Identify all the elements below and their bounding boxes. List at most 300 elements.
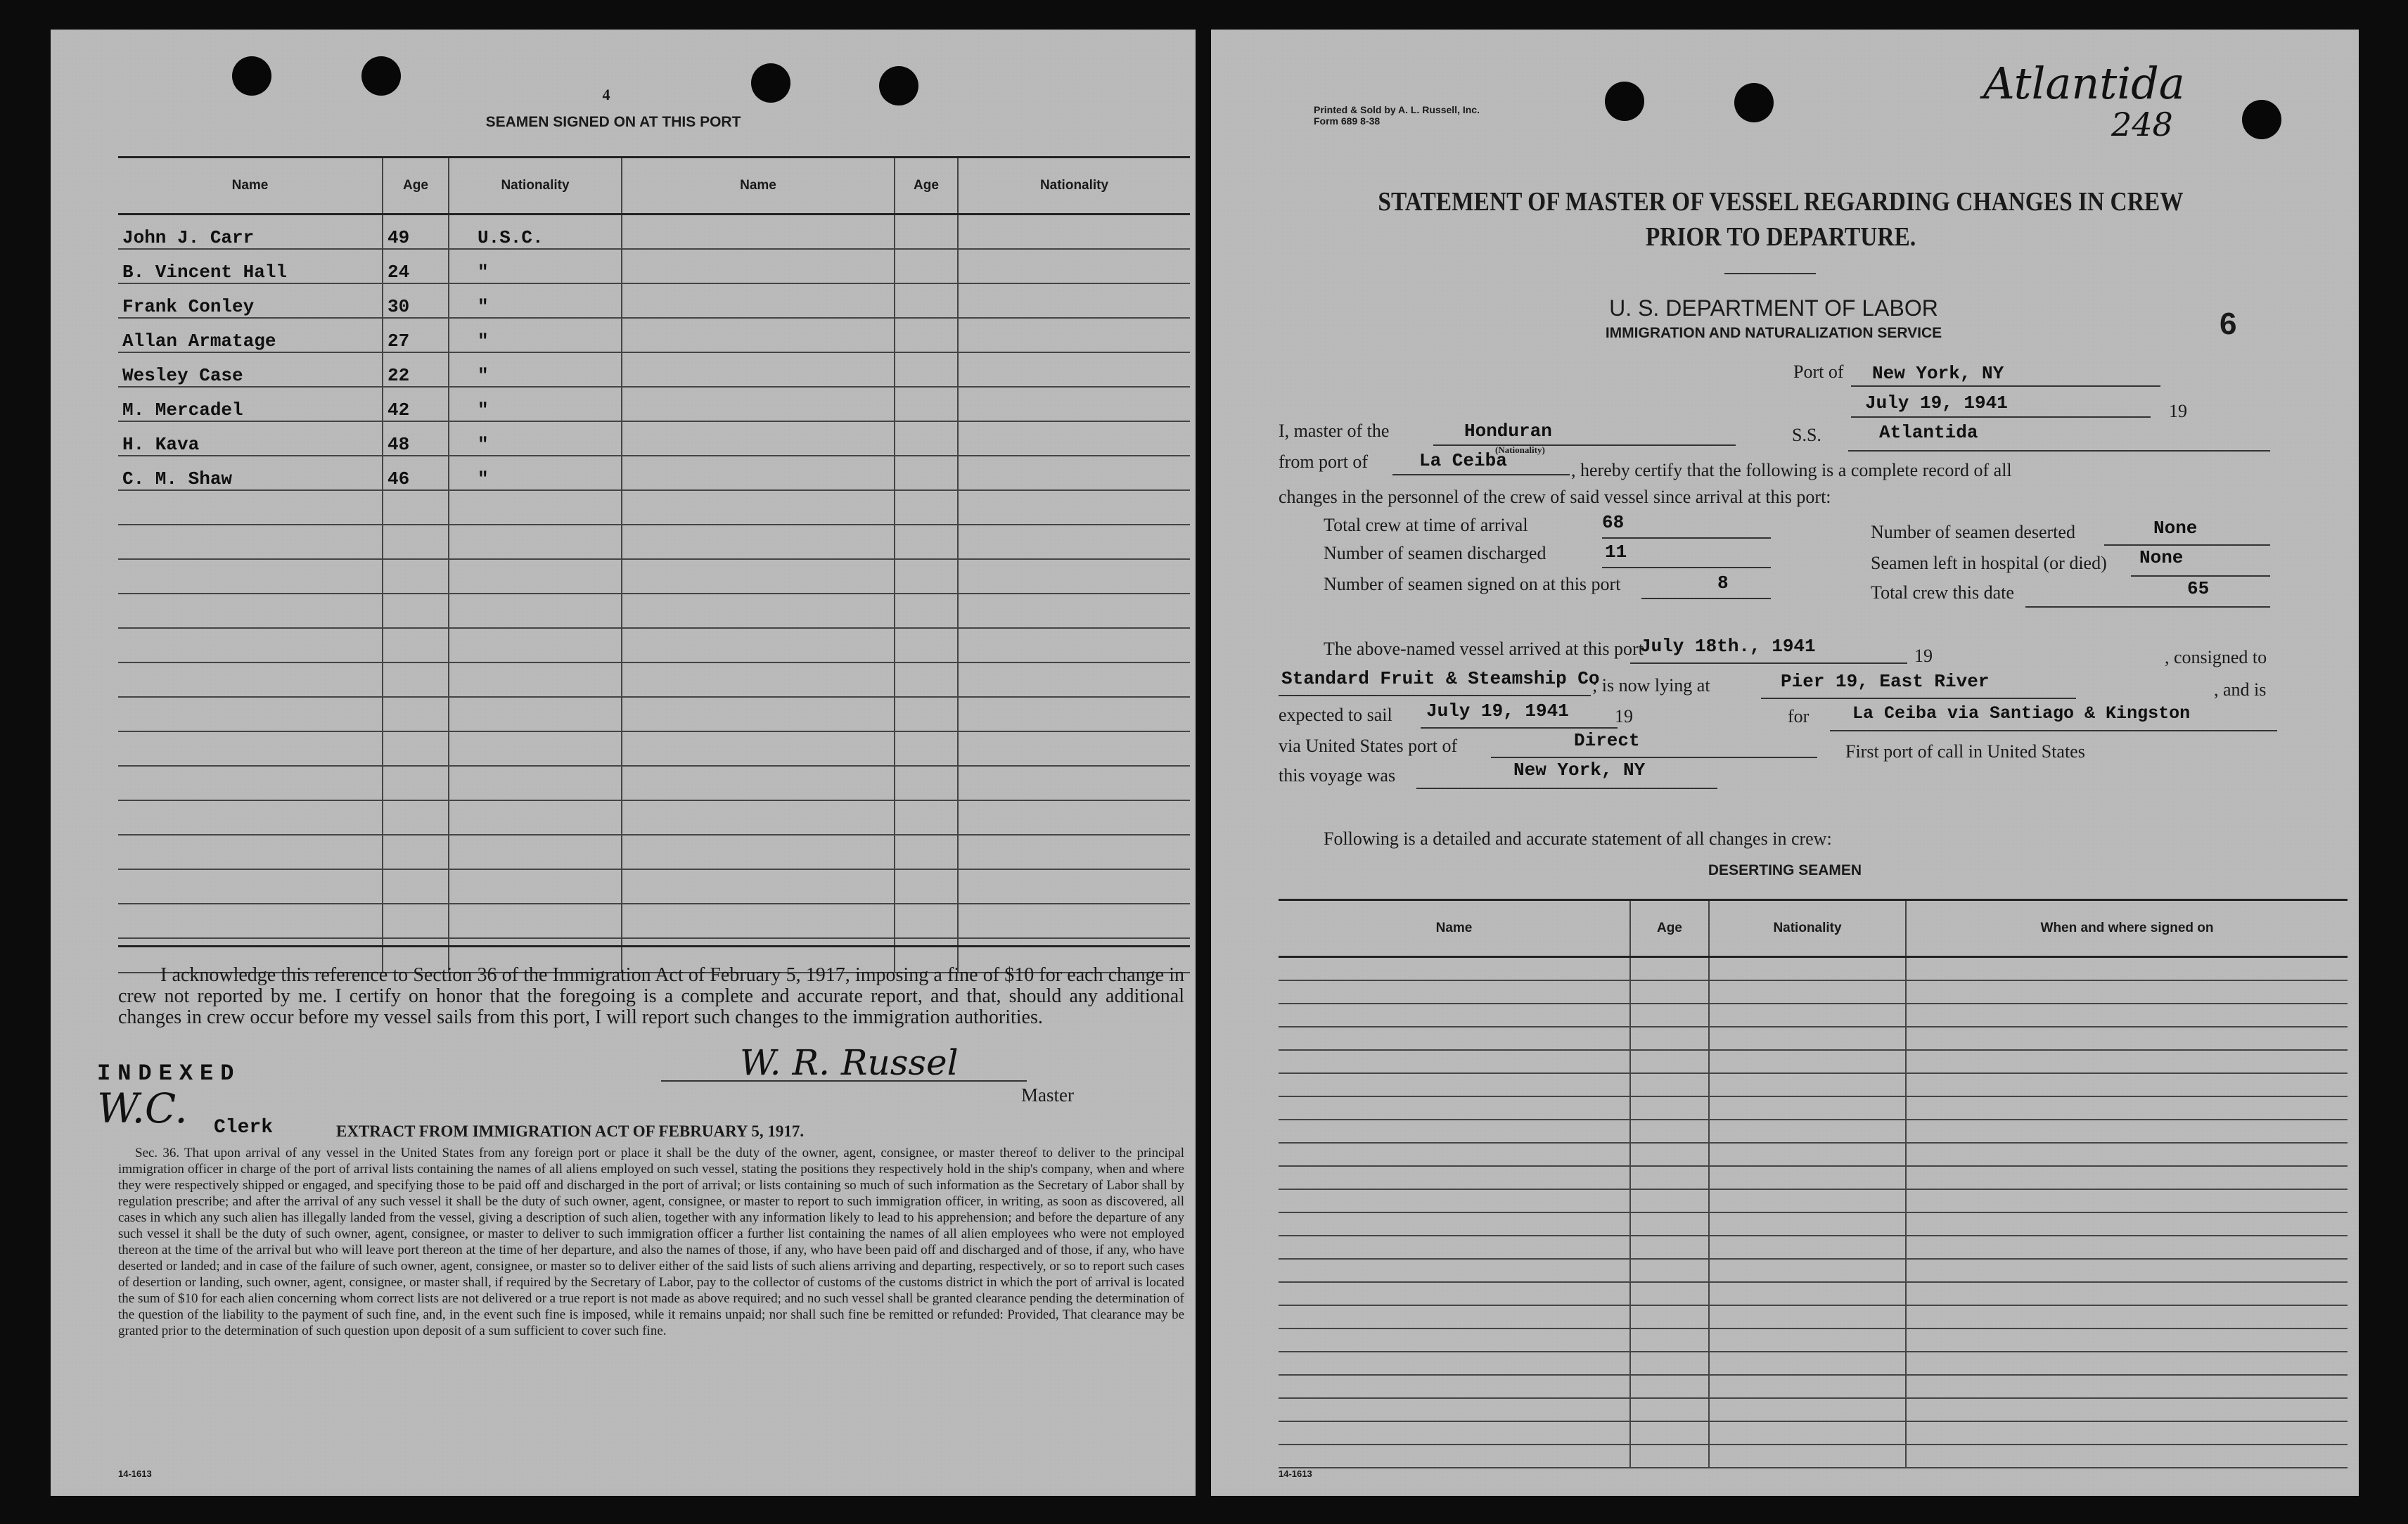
empty-cell xyxy=(1279,1445,1630,1468)
acknowledgement-text: I acknowledge this reference to Section 36 of the Immigration Act of February 5, 1917, imposing a fine of $10 for each change in crew not reported by me. I certify on honor that the foregoing is a complete and accurate report, and that, should any additional changes in crew occur before my vessel sails from this port, I will report such changes to the immigration authorities. xyxy=(118,964,1184,1028)
table-row xyxy=(1279,1305,2348,1328)
year-prefix: 19 xyxy=(2169,401,2187,421)
voyage-label: this voyage was xyxy=(1279,765,1396,786)
empty-cell xyxy=(622,559,895,594)
table-row xyxy=(118,421,1190,456)
empty-cell xyxy=(449,559,622,594)
discharged-value: 11 xyxy=(1605,542,1627,563)
for-label: for xyxy=(1788,706,1810,726)
empty-cell xyxy=(1906,1375,2348,1398)
empty-cell xyxy=(118,662,383,697)
empty-cell xyxy=(1709,980,1906,1004)
empty-cell xyxy=(1630,1166,1709,1189)
empty-cell xyxy=(895,214,958,250)
extract-text: Sec. 36. That upon arrival of any vessel in the United States from any foreign port or place it shall be the duty of the owner, agent, consignee, or master thereof to deliver to the principal immigration officer in charge of the port of arrival lists containing the names of all aliens employed on such vessel, stating the positions they respectively hold in the ship's company, when and where they were respectively shipped or engaged, and specifying those to be paid off and discharged in the port of arrival; or lists containing so much of such information as the Secretary of Labor shall by regulation prescribe; and after the arrival of any such vessel it shall be the duty of such owner, agent, consignee, or master to report to such immigration officer, in writing, as soon as discovered, all cases in which any such alien has illegally landed from the vessel, giving a description of such alien, together with any information likely to lead to his apprehension; and before the departure of any such vessel it shall be the duty of such owner, agent, consignee, or master to deliver to such immigration officer a further list containing the names of all alien employees who were not employed thereon at the time of the arrival but who will leave port thereon at the time of her departure, and also the names of those, if any, who have been paid off and discharged and of those, if any, who have deserted or landed; and in case of the failure of such owner, agent, consignee, or master so to deliver either of the said lists of such aliens arriving and departing, respectively, or so to report such cases of desertion or landing, such owner, agent, consignee, or master shall, if required by the Secretary of Labor, pay to the collector of customs of the customs district in which the port of arrival is located the sum of $10 for each alien concerning whom correct lists are not delivered or a true report is not made as above required; and no such vessel shall be granted clearance pending the determination of the question of the liability to the payment of such fine, and, in the event such fine is imposed, while it remains unpaid; nor shall such fine be remitted or refunded: Provided, That clearance may be granted prior to the determination of such question upon deposit of a sum sufficient to cover such fine. xyxy=(118,1146,1184,1338)
col-header-nationality: Nationality xyxy=(449,158,622,214)
empty-cell xyxy=(1279,1421,1630,1445)
empty-cell xyxy=(1906,1421,2348,1445)
empty-cell xyxy=(449,697,622,731)
empty-cell xyxy=(449,731,622,766)
empty-cell xyxy=(449,662,622,697)
table-row xyxy=(118,387,1190,421)
empty-cell xyxy=(622,904,895,938)
date-line xyxy=(1851,416,2151,418)
lying-line xyxy=(1761,698,2076,699)
empty-cell xyxy=(622,249,895,283)
seaman-age: 42 xyxy=(383,387,449,421)
empty-cell xyxy=(1906,957,2348,981)
empty-cell xyxy=(1709,1050,1906,1073)
empty-cell xyxy=(1279,1189,1630,1212)
empty-cell xyxy=(118,835,383,869)
table-row xyxy=(118,662,1190,697)
empty-cell xyxy=(1279,1096,1630,1120)
col-header-age: Age xyxy=(1630,900,1709,957)
via-line xyxy=(1491,757,1817,758)
seaman-age: 48 xyxy=(383,421,449,456)
seaman-name: Wesley Case xyxy=(118,352,383,387)
empty-cell xyxy=(118,731,383,766)
empty-cell xyxy=(958,456,1190,490)
table-row xyxy=(1279,1212,2348,1236)
deserted-line xyxy=(2104,544,2270,546)
empty-cell xyxy=(1630,980,1709,1004)
consignee-value: Standard Fruit & Steamship Co xyxy=(1281,668,1600,689)
table-row xyxy=(1279,1166,2348,1189)
empty-cell xyxy=(895,869,958,904)
discharged-label: Number of seamen discharged xyxy=(1324,543,1546,563)
empty-cell xyxy=(1279,1166,1630,1189)
vessel-line xyxy=(1848,450,2270,452)
form-code: 14-1613 xyxy=(118,1468,152,1479)
empty-cell xyxy=(1709,1282,1906,1305)
empty-cell xyxy=(895,352,958,387)
empty-cell xyxy=(1279,1398,1630,1421)
table-row xyxy=(1279,1236,2348,1259)
empty-cell xyxy=(895,904,958,938)
empty-cell xyxy=(383,869,449,904)
handwritten-number: 248 xyxy=(2111,105,2173,143)
empty-cell xyxy=(1709,1375,1906,1398)
empty-cell xyxy=(1630,1073,1709,1096)
for-line xyxy=(1830,730,2277,731)
title-line-2: PRIOR TO DEPARTURE. xyxy=(1645,222,1916,252)
empty-cell xyxy=(383,904,449,938)
total-date-value: 65 xyxy=(2187,578,2210,599)
nationality-line xyxy=(1433,444,1736,446)
empty-cell xyxy=(958,869,1190,904)
via-label: via United States port of xyxy=(1279,736,1458,756)
empty-cell xyxy=(118,697,383,731)
seaman-age: 49 xyxy=(383,214,449,250)
table-row xyxy=(1279,1027,2348,1050)
seaman-nationality: " xyxy=(449,456,622,490)
empty-cell xyxy=(449,594,622,628)
empty-cell xyxy=(895,387,958,421)
empty-cell xyxy=(1709,1096,1906,1120)
empty-cell xyxy=(118,904,383,938)
expected-value: July 19, 1941 xyxy=(1426,700,1569,722)
for-value: La Ceiba via Santiago & Kingston xyxy=(1852,703,2191,724)
nationality-value: Honduran xyxy=(1464,421,1552,442)
empty-cell xyxy=(1906,1073,2348,1096)
empty-cell xyxy=(1906,1004,2348,1027)
table-row xyxy=(118,318,1190,352)
first-port-label: First port of call in United States xyxy=(1845,741,2085,762)
hospital-line xyxy=(2131,575,2270,577)
empty-cell xyxy=(622,387,895,421)
and-is-label: , and is xyxy=(2214,679,2267,700)
table-row xyxy=(1279,1375,2348,1398)
empty-cell xyxy=(622,318,895,352)
table-row xyxy=(118,731,1190,766)
empty-cell xyxy=(958,387,1190,421)
page-number: 4 xyxy=(602,86,610,103)
empty-cell xyxy=(1630,1352,1709,1375)
empty-cell xyxy=(1630,1328,1709,1352)
empty-cell xyxy=(1279,1212,1630,1236)
empty-cell xyxy=(1279,1305,1630,1328)
table-row xyxy=(1279,1004,2348,1027)
section-title: SEAMEN SIGNED ON AT THIS PORT xyxy=(485,114,741,130)
empty-cell xyxy=(958,766,1190,800)
empty-cell xyxy=(1630,1004,1709,1027)
empty-cell xyxy=(1906,1282,2348,1305)
empty-cell xyxy=(895,318,958,352)
arrived-year-prefix: 19 xyxy=(1914,646,1933,666)
punch-hole xyxy=(879,66,918,105)
table-row xyxy=(118,697,1190,731)
total-arrival-value: 68 xyxy=(1602,512,1625,533)
seaman-age: 24 xyxy=(383,249,449,283)
from-port-line xyxy=(1392,474,1570,475)
empty-cell xyxy=(895,662,958,697)
table-row xyxy=(118,283,1190,318)
empty-cell xyxy=(449,869,622,904)
empty-cell xyxy=(383,800,449,835)
empty-cell xyxy=(1906,1143,2348,1166)
expected-year-prefix: 19 xyxy=(1615,706,1633,726)
empty-cell xyxy=(1906,1050,2348,1073)
col-header-nationality: Nationality xyxy=(958,158,1190,214)
nationality-caption: (Nationality) xyxy=(1495,444,1545,455)
punch-hole xyxy=(232,56,271,96)
empty-cell xyxy=(1630,1305,1709,1328)
empty-cell xyxy=(622,731,895,766)
table-row xyxy=(118,352,1190,387)
deserting-seamen-table xyxy=(1279,899,2348,1468)
discharged-line xyxy=(1602,567,1771,568)
port-line xyxy=(1851,385,2160,387)
table-row xyxy=(1279,1189,2348,1212)
empty-cell xyxy=(383,697,449,731)
seaman-name: Allan Armatage xyxy=(118,318,383,352)
empty-cell xyxy=(1279,1259,1630,1282)
empty-cell xyxy=(1279,1004,1630,1027)
empty-cell xyxy=(895,731,958,766)
empty-cell xyxy=(1906,1398,2348,1421)
seaman-age: 27 xyxy=(383,318,449,352)
sheet-number: 6 xyxy=(2220,307,2237,341)
service-name: IMMIGRATION AND NATURALIZATION SERVICE xyxy=(1605,325,1942,341)
voyage-value: New York, NY xyxy=(1513,760,1646,781)
empty-cell xyxy=(1630,1050,1709,1073)
ss-label: S.S. xyxy=(1792,425,1821,445)
empty-cell xyxy=(1630,1236,1709,1259)
empty-cell xyxy=(1279,1050,1630,1073)
empty-cell xyxy=(118,559,383,594)
empty-cell xyxy=(1709,1398,1906,1421)
empty-cell xyxy=(895,594,958,628)
total-date-line xyxy=(2025,606,2270,608)
empty-cell xyxy=(1709,1143,1906,1166)
table-row xyxy=(1279,1352,2348,1375)
empty-cell xyxy=(1709,1445,1906,1468)
empty-cell xyxy=(1630,1282,1709,1305)
port-value: New York, NY xyxy=(1872,363,2004,384)
table-row xyxy=(1279,1143,2348,1166)
empty-cell xyxy=(1709,1027,1906,1050)
empty-cell xyxy=(1906,1096,2348,1120)
empty-cell xyxy=(622,662,895,697)
empty-cell xyxy=(1279,980,1630,1004)
empty-cell xyxy=(1709,1166,1906,1189)
seaman-name: Frank Conley xyxy=(118,283,383,318)
empty-cell xyxy=(622,283,895,318)
empty-cell xyxy=(118,869,383,904)
master-of-label: I, master of the xyxy=(1279,421,1390,441)
empty-cell xyxy=(895,421,958,456)
empty-cell xyxy=(958,249,1190,283)
empty-cell xyxy=(1279,1143,1630,1166)
empty-cell xyxy=(383,594,449,628)
empty-cell xyxy=(958,421,1190,456)
table-row xyxy=(1279,1421,2348,1445)
empty-cell xyxy=(622,525,895,559)
hospital-label: Seamen left in hospital (or died) xyxy=(1871,553,2107,573)
master-signature: W. R. Russel xyxy=(740,1042,959,1083)
from-port-value: La Ceiba xyxy=(1419,450,1507,471)
empty-cell xyxy=(1630,1398,1709,1421)
title-line-1: STATEMENT OF MASTER OF VESSEL REGARDING CHANGES IN CREW xyxy=(1378,187,2184,217)
clerk-initials: W.C. xyxy=(97,1084,188,1132)
seaman-nationality: " xyxy=(449,421,622,456)
empty-cell xyxy=(622,869,895,904)
table-row xyxy=(118,800,1190,835)
signed-on-value: 8 xyxy=(1717,572,1729,594)
empty-cell xyxy=(895,835,958,869)
table-row xyxy=(1279,1073,2348,1096)
voyage-line xyxy=(1416,788,1717,789)
empty-cell xyxy=(1709,1073,1906,1096)
empty-cell xyxy=(1906,1212,2348,1236)
empty-cell xyxy=(449,766,622,800)
table-row xyxy=(118,869,1190,904)
table-row xyxy=(1279,1096,2348,1120)
consigned-label: , consigned to xyxy=(2165,647,2267,667)
printer-credit xyxy=(1314,104,1480,127)
empty-cell xyxy=(1630,1259,1709,1282)
seaman-name: B. Vincent Hall xyxy=(118,249,383,283)
department-name: U. S. DEPARTMENT OF LABOR xyxy=(1609,295,1938,321)
deserting-table-body xyxy=(1279,957,2348,1468)
empty-cell xyxy=(1906,1445,2348,1468)
empty-cell xyxy=(118,628,383,662)
empty-cell xyxy=(895,766,958,800)
empty-cell xyxy=(622,594,895,628)
table-row xyxy=(118,628,1190,662)
table-row xyxy=(118,904,1190,938)
table-row xyxy=(118,456,1190,490)
empty-cell xyxy=(1906,1305,2348,1328)
seaman-age: 46 xyxy=(383,456,449,490)
empty-cell xyxy=(1279,1027,1630,1050)
empty-cell xyxy=(895,628,958,662)
empty-cell xyxy=(958,904,1190,938)
deserting-title: DESERTING SEAMEN xyxy=(1708,862,1862,878)
empty-cell xyxy=(1709,1328,1906,1352)
seaman-nationality: " xyxy=(449,352,622,387)
table-row xyxy=(118,594,1190,628)
empty-cell xyxy=(622,800,895,835)
empty-cell xyxy=(1630,1421,1709,1445)
empty-cell xyxy=(1709,1189,1906,1212)
empty-cell xyxy=(958,214,1190,250)
empty-cell xyxy=(895,283,958,318)
seaman-nationality: " xyxy=(449,283,622,318)
seamen-table-body xyxy=(118,214,1190,973)
col-header-age: Age xyxy=(895,158,958,214)
empty-cell xyxy=(1906,1328,2348,1352)
printer-line: Printed & Sold by A. L. Russell, Inc. xyxy=(1314,104,1480,115)
hospital-value: None xyxy=(2139,547,2184,568)
empty-cell xyxy=(958,352,1190,387)
empty-cell xyxy=(958,525,1190,559)
form-code: 14-1613 xyxy=(1279,1468,1312,1479)
table-header-row xyxy=(118,158,1190,214)
empty-cell xyxy=(622,352,895,387)
col-header-name: Name xyxy=(118,158,383,214)
empty-cell xyxy=(895,559,958,594)
empty-cell xyxy=(1906,1236,2348,1259)
table-row xyxy=(1279,1445,2348,1468)
empty-cell xyxy=(449,628,622,662)
empty-cell xyxy=(622,421,895,456)
empty-cell xyxy=(118,594,383,628)
empty-cell xyxy=(383,766,449,800)
seaman-age: 30 xyxy=(383,283,449,318)
empty-cell xyxy=(1906,1120,2348,1143)
seaman-nationality: " xyxy=(449,249,622,283)
table-row xyxy=(118,525,1190,559)
empty-cell xyxy=(1630,1027,1709,1050)
empty-cell xyxy=(958,628,1190,662)
table-row xyxy=(118,214,1190,250)
empty-cell xyxy=(622,456,895,490)
col-header-nationality: Nationality xyxy=(1709,900,1906,957)
col-header-name: Name xyxy=(1279,900,1630,957)
clerk-label: Clerk xyxy=(214,1117,274,1139)
table-row xyxy=(1279,1282,2348,1305)
table-row xyxy=(1279,1328,2348,1352)
empty-cell xyxy=(895,456,958,490)
table-row xyxy=(118,249,1190,283)
empty-cell xyxy=(622,697,895,731)
table-row xyxy=(118,835,1190,869)
empty-cell xyxy=(1630,1143,1709,1166)
empty-cell xyxy=(958,490,1190,525)
empty-cell xyxy=(958,697,1190,731)
empty-cell xyxy=(1906,1259,2348,1282)
empty-cell xyxy=(1906,1352,2348,1375)
lying-value: Pier 19, East River xyxy=(1781,671,1990,692)
empty-cell xyxy=(895,697,958,731)
empty-cell xyxy=(1709,1004,1906,1027)
total-arrival-label: Total crew at time of arrival xyxy=(1324,515,1528,535)
vessel-value: Atlantida xyxy=(1879,422,1978,443)
table-row xyxy=(1279,1259,2348,1282)
empty-cell xyxy=(383,525,449,559)
empty-cell xyxy=(1279,1073,1630,1096)
certify-text: , hereby certify that the following is a complete record of all xyxy=(1571,460,2012,480)
signed-on-label: Number of seamen signed on at this port xyxy=(1324,574,1621,594)
seaman-age: 22 xyxy=(383,352,449,387)
empty-cell xyxy=(1709,1352,1906,1375)
form-number: Form 689 8-38 xyxy=(1314,115,1381,127)
empty-cell xyxy=(118,766,383,800)
empty-cell xyxy=(1630,1096,1709,1120)
total-arrival-line xyxy=(1602,537,1771,539)
table-row xyxy=(1279,1398,2348,1421)
seaman-name: C. M. Shaw xyxy=(118,456,383,490)
table-row xyxy=(1279,957,2348,981)
expected-line xyxy=(1421,727,1618,729)
seaman-name: H. Kava xyxy=(118,421,383,456)
extract-title: EXTRACT FROM IMMIGRATION ACT OF FEBRUARY 5, 1917. xyxy=(336,1122,805,1140)
lying-label: ; is now lying at xyxy=(1592,675,1710,696)
seaman-name: John J. Carr xyxy=(118,214,383,250)
from-port-label: from port of xyxy=(1279,452,1369,472)
right-page xyxy=(1211,30,2359,1496)
empty-cell xyxy=(1279,1236,1630,1259)
empty-cell xyxy=(449,835,622,869)
empty-cell xyxy=(1709,1421,1906,1445)
empty-cell xyxy=(622,766,895,800)
seaman-nationality: " xyxy=(449,318,622,352)
empty-cell xyxy=(622,214,895,250)
arrived-value: July 18th., 1941 xyxy=(1640,636,1816,657)
col-header-name: Name xyxy=(622,158,895,214)
punch-hole xyxy=(1734,83,1774,122)
empty-cell xyxy=(449,490,622,525)
seamen-signed-on-table xyxy=(118,156,1190,973)
empty-cell xyxy=(895,525,958,559)
punch-hole xyxy=(2242,100,2281,139)
empty-cell xyxy=(1630,1189,1709,1212)
empty-cell xyxy=(1906,1027,2348,1050)
empty-cell xyxy=(383,835,449,869)
deserted-value: None xyxy=(2153,518,2198,539)
table-header-row xyxy=(1279,900,2348,957)
empty-cell xyxy=(1630,957,1709,981)
empty-cell xyxy=(1630,1212,1709,1236)
expected-label: expected to sail xyxy=(1279,705,1392,725)
table-row xyxy=(118,490,1190,525)
empty-cell xyxy=(1279,957,1630,981)
seaman-nationality: " xyxy=(449,387,622,421)
empty-cell xyxy=(449,904,622,938)
seaman-nationality: U.S.C. xyxy=(449,214,622,250)
